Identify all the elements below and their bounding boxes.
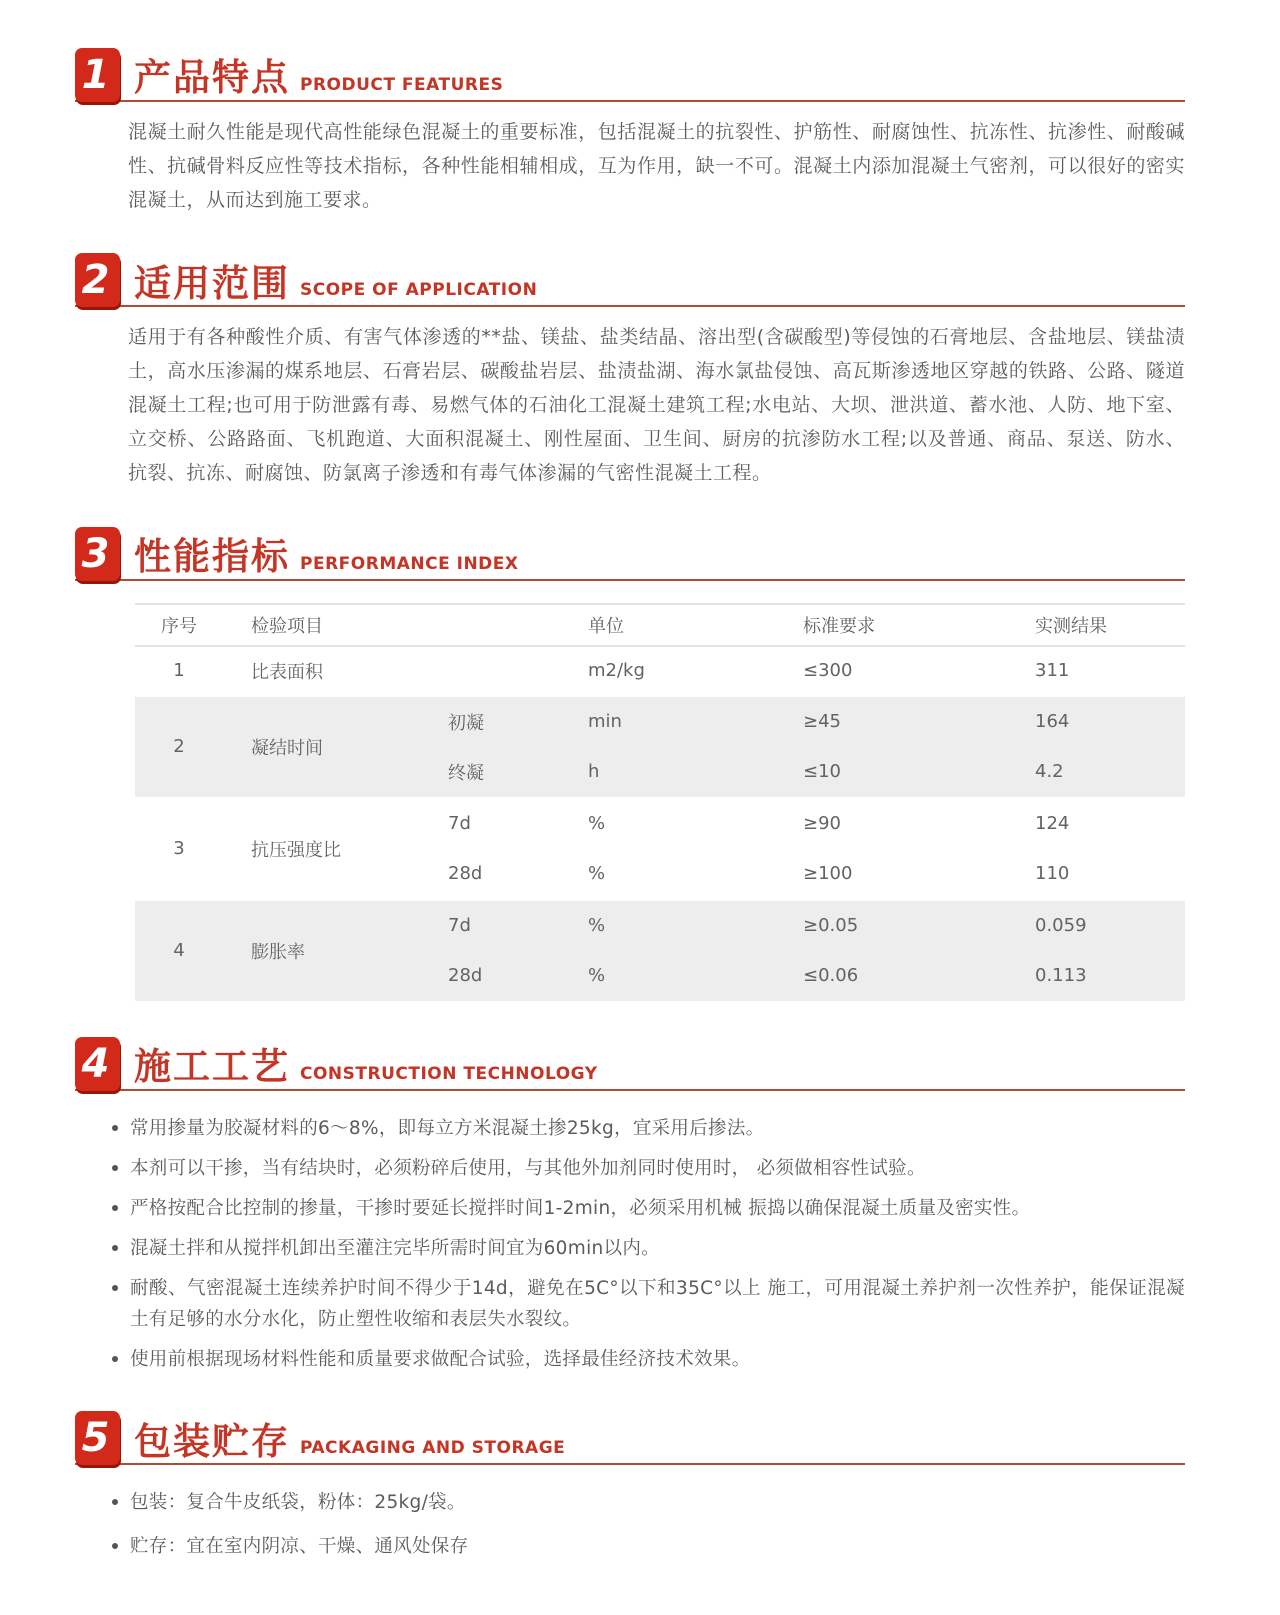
bullet-item: 混凝土拌和从搅拌机卸出至灌注完毕所需时间宜为60min以内。 [108,1233,1185,1264]
cell-result: 311 [1035,660,1070,681]
table-row-group [135,901,1185,1001]
table-header-row [135,603,1185,647]
table-row-group [135,799,1185,899]
bullet-item: 本剂可以干掺，当有结块时，必须粉碎后使用，与其他外加剂同时使用时， 必须做相容性试验。 [108,1153,1185,1184]
section-3-header [75,527,1185,581]
section-4-title-en: CONSTRUCTION TECHNOLOGY [300,1063,598,1084]
bullet-item: 耐酸、气密混凝土连续养护时间不得少于14d，避免在5C°以下和35C°以上 施工，可用混凝土养护剂一次性养护，能保证混凝土有足够的水分水化，防止塑性收缩和表层失水裂纹。 [108,1273,1185,1335]
section-1-number-badge [75,48,120,102]
section-4-number: 4 [81,1040,110,1087]
section-2-header [75,253,1185,307]
section-2-number: 2 [81,257,110,304]
section-3-number: 3 [81,530,110,577]
cell-unit: % [588,863,606,884]
cell-sub: 7d [448,813,471,834]
cell-result: 4.2 [1035,761,1064,782]
cell-no: 3 [173,838,185,859]
cell-result: 110 [1035,863,1070,884]
section-scope-of-application [75,253,1185,490]
col-header-standard: 标准要求 [803,615,875,637]
col-header-result: 实测结果 [1035,615,1107,637]
cell-no: 2 [173,736,185,757]
section-4-title-zh: 施工工艺 [134,1044,290,1088]
cell-item: 膨胀率 [251,941,305,963]
cell-standard: ≥0.05 [803,915,859,936]
col-header-item: 检验项目 [251,615,323,637]
table-row-group [135,697,1185,797]
section-2-title-zh: 适用范围 [134,261,290,305]
section-5-header [75,1411,1185,1465]
cell-unit: % [588,965,606,986]
section-3-title-en: PERFORMANCE INDEX [300,553,519,574]
cell-standard: ≥45 [803,711,841,732]
cell-standard: ≤0.06 [803,965,859,986]
cell-item: 凝结时间 [251,737,323,759]
section-4-number-badge [75,1037,120,1091]
cell-result: 124 [1035,813,1070,834]
cell-unit: m2/kg [588,660,645,681]
bullet-item: 使用前根据现场材料性能和质量要求做配合试验，选择最佳经济技术效果。 [108,1344,1185,1375]
cell-item: 抗压强度比 [251,839,341,861]
cell-sub: 28d [448,863,483,884]
cell-result: 0.113 [1035,965,1087,986]
packaging-bullet-list [108,1487,1185,1562]
cell-standard: ≤300 [803,660,853,681]
cell-standard: ≥90 [803,813,841,834]
cell-standard: ≥100 [803,863,853,884]
section-1-header [75,48,1185,102]
performance-table [135,603,1185,1001]
bullet-item: 严格按配合比控制的掺量，干掺时要延长搅拌时间1-2min，必须采用机械 振捣以确保混凝土质量及密实性。 [108,1193,1185,1224]
construction-bullet-list [108,1113,1185,1376]
col-header-unit: 单位 [588,615,624,637]
bullet-item: 贮存：宜在室内阴凉、干燥、通风处保存 [108,1531,1185,1562]
section-3-number-badge [75,527,120,581]
section-3-title-zh: 性能指标 [134,534,290,578]
cell-standard: ≤10 [803,761,841,782]
section-1-title-en: PRODUCT FEATURES [300,75,504,95]
cell-unit: min [588,711,622,732]
section-1-title-zh: 产品特点 [134,56,290,100]
cell-sub: 终凝 [448,762,484,784]
cell-no: 1 [173,660,185,681]
section-2-number-badge [75,253,120,307]
section-1-number: 1 [81,52,110,98]
bullet-item: 包装：复合牛皮纸袋，粉体：25kg/袋。 [108,1487,1185,1518]
section-5-number-badge [75,1411,120,1465]
cell-item: 比表面积 [251,661,323,683]
product-features-paragraph: 混凝土耐久性能是现代高性能绿色混凝土的重要标准，包括混凝土的抗裂性、护筋性、耐腐蚀性、抗冻性、抗渗性、耐酸碱性、抗碱骨料反应性等技术指标，各种性能相辅相成，互为作用，缺一不可。混凝土内添加混凝土气密剂，可以很好的密实混凝土，从而达到施工要求。 [128,121,1185,211]
scope-paragraph: 适用于有各种酸性介质、有害气体渗透的**盐、镁盐、盐类结晶、溶出型(含碳酸型)等侵蚀的石膏地层、含盐地层、镁盐渍土，高水压渗漏的煤系地层、石膏岩层、碳酸盐岩层、盐渍盐湖、海水氯盐侵蚀、高瓦斯渗透地区穿越的铁路、公路、隧道混凝土工程;也可用于防泄露有毒、易燃气体的石油化工混凝土建筑工程;水电站、大坝、泄洪道、蓄水池、人防、地下室、立交桥、公路路面、飞机跑道、大面积混凝土、刚性屋面、卫生间、厨房的抗渗防水工程;以及普通、商品、泵送、防水、抗裂、抗冻、耐腐蚀、防氯离子渗透和有毒气体渗漏的气密性混凝土工程。 [128,326,1185,484]
cell-sub: 28d [448,965,483,986]
cell-unit: % [588,915,606,936]
table-row [135,647,1185,695]
cell-result: 164 [1035,711,1070,732]
section-5-number: 5 [81,1415,110,1462]
section-construction-technology [75,1037,1185,1376]
cell-result: 0.059 [1035,915,1087,936]
cell-sub: 初凝 [448,712,484,734]
cell-sub: 7d [448,915,471,936]
bullet-item: 常用掺量为胶凝材料的6～8%，即每立方米混凝土掺25kg，宜采用后掺法。 [108,1113,1185,1144]
section-performance-index [75,527,1185,1001]
cell-unit: h [588,761,600,782]
cell-no: 4 [173,940,185,961]
section-4-header [75,1037,1185,1091]
section-product-features [75,48,1185,217]
cell-unit: % [588,813,606,834]
section-5-title-zh: 包装贮存 [134,1419,290,1463]
section-2-title-en: SCOPE OF APPLICATION [300,280,538,301]
section-packaging-storage [75,1411,1185,1562]
section-5-title-en: PACKAGING AND STORAGE [300,1438,566,1459]
col-header-no: 序号 [161,615,197,637]
